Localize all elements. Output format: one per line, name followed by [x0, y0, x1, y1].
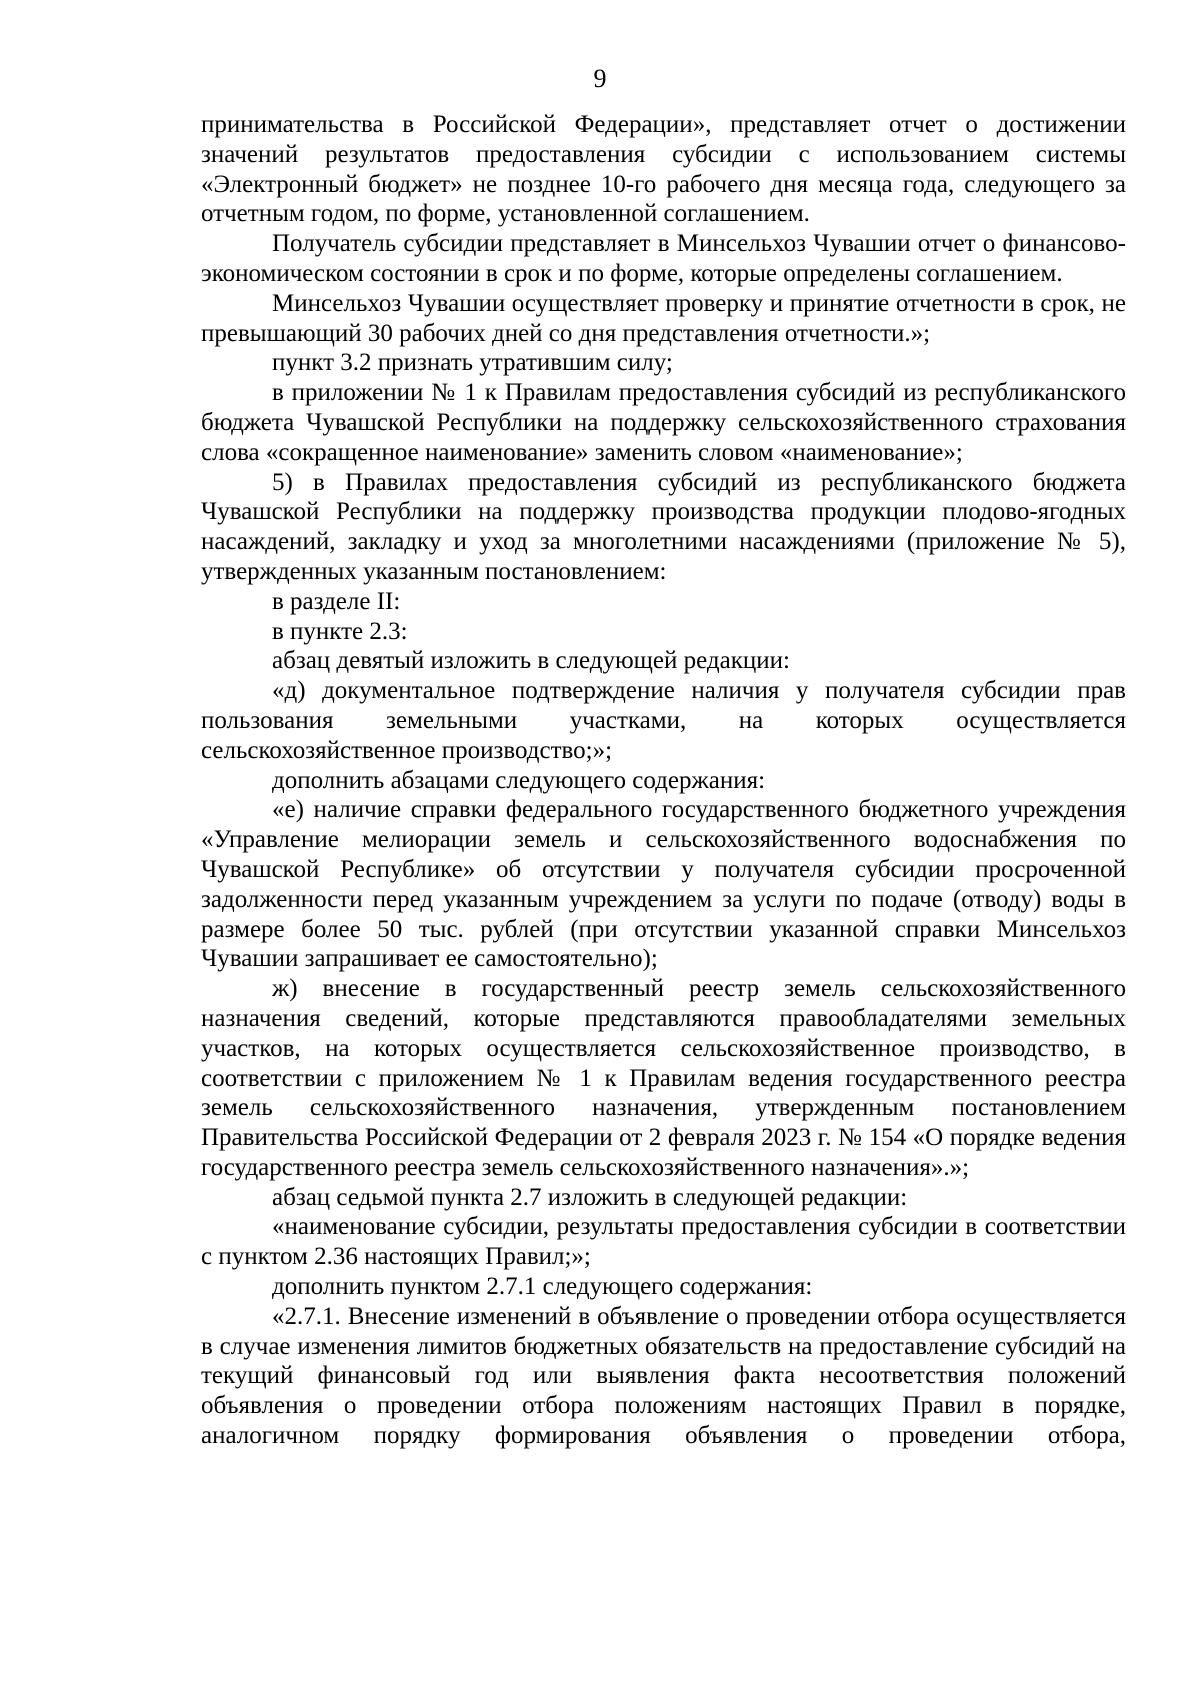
paragraph: принимательства в Российской Федерации», представляет отчет о достижении значений результатов предоставления субсидии с использованием системы «Электронный бюджет» не позднее 10-го рабочего дня месяца года, следующего за отчетным годом, по форме, установленной соглашением. — [201, 111, 1126, 228]
paragraph: в пункте 2.3: — [272, 617, 408, 645]
paragraph: «д) документальное подтверждение наличия у получателя субсидии прав пользования земельными участками, на которых осуществляется сельскохозяйственное производство;»; — [201, 677, 1126, 764]
paragraph: ж) внесение в государственный реестр земель сельскохозяйственного назначения сведений, которые представляются правообладателями земельных участков, на которых осуществляется сельскохозяйственное производство, в соответствии с приложением № 1 к Правилам ведения государственного реестра земель сельскохозяйственного назначения, утвержденным постановлением Правительства Российской Федерации от 2 февраля 2023 г. № 154 «О порядке ведения государственного реестра земель сельскохозяйственного назначения».»; — [201, 975, 1126, 1181]
paragraph: Минсельхоз Чувашии осуществляет проверку и принятие отчетности в срок, не превышающий 30 рабочих дней со дня представления отчетности.»; — [201, 289, 1126, 347]
paragraph: «наименование субсидии, результаты предоставления субсидии в соответствии с пунктом 2.36 настоящих Правил;»; — [201, 1213, 1126, 1271]
paragraph: дополнить абзацами следующего содержания: — [272, 766, 766, 794]
paragraph: 5) в Правилах предоставления субсидий из республиканского бюджета Чувашской Республики на поддержку производства продукции плодово-ягодных насаждений, закладку и уход за многолетними насаждениями (приложение № 5), утвержденных указанным постановлением: — [201, 468, 1126, 585]
paragraph: пункт 3.2 признать утратившим силу; — [272, 349, 673, 377]
page-number: 9 — [593, 64, 607, 93]
paragraph: в приложении № 1 к Правилам предоставления субсидий из республиканского бюджета Чувашской Республики на поддержку сельскохозяйственного страхования слова «сокращенное наименование» заменить словом «наименование»; — [201, 379, 1126, 466]
paragraph: в разделе II: — [272, 587, 401, 615]
paragraph: абзац девятый изложить в следующей редакции: — [272, 647, 790, 675]
paragraph: дополнить пунктом 2.7.1 следующего содержания: — [272, 1273, 813, 1301]
paragraph: «2.7.1. Внесение изменений в объявление о проведении отбора осуществляется в случае изменения лимитов бюджетных обязательств на предоставление субсидий на текущий финансовый год или выявления факта несоответствия положений объявления о проведении отбора положениям настоящих Правил в порядке, аналогичном порядку формирования объявления о проведении отбора, — [201, 1302, 1126, 1450]
paragraph: абзац седьмой пункта 2.7 изложить в следующей редакции: — [272, 1183, 908, 1211]
paragraph: Получатель субсидии представляет в Минсельхоз Чувашии отчет о финансово-экономическом состоянии в срок и по форме, которые определены соглашением. — [201, 230, 1126, 287]
document-body — [201, 110, 1126, 1451]
paragraph: «е) наличие справки федерального государственного бюджетного учреждения «Управление мелиорации земель и сельскохозяйственного водоснабжения по Чувашской Республике» об отсутствии у получателя субсидии просроченной задолженности перед указанным учреждением за услуги по подаче (отводу) воды в размере более 50 тыс. рублей (при отсутствии указанной справки Минсельхоз Чувашии запрашивает ее самостоятельно); — [201, 796, 1126, 973]
